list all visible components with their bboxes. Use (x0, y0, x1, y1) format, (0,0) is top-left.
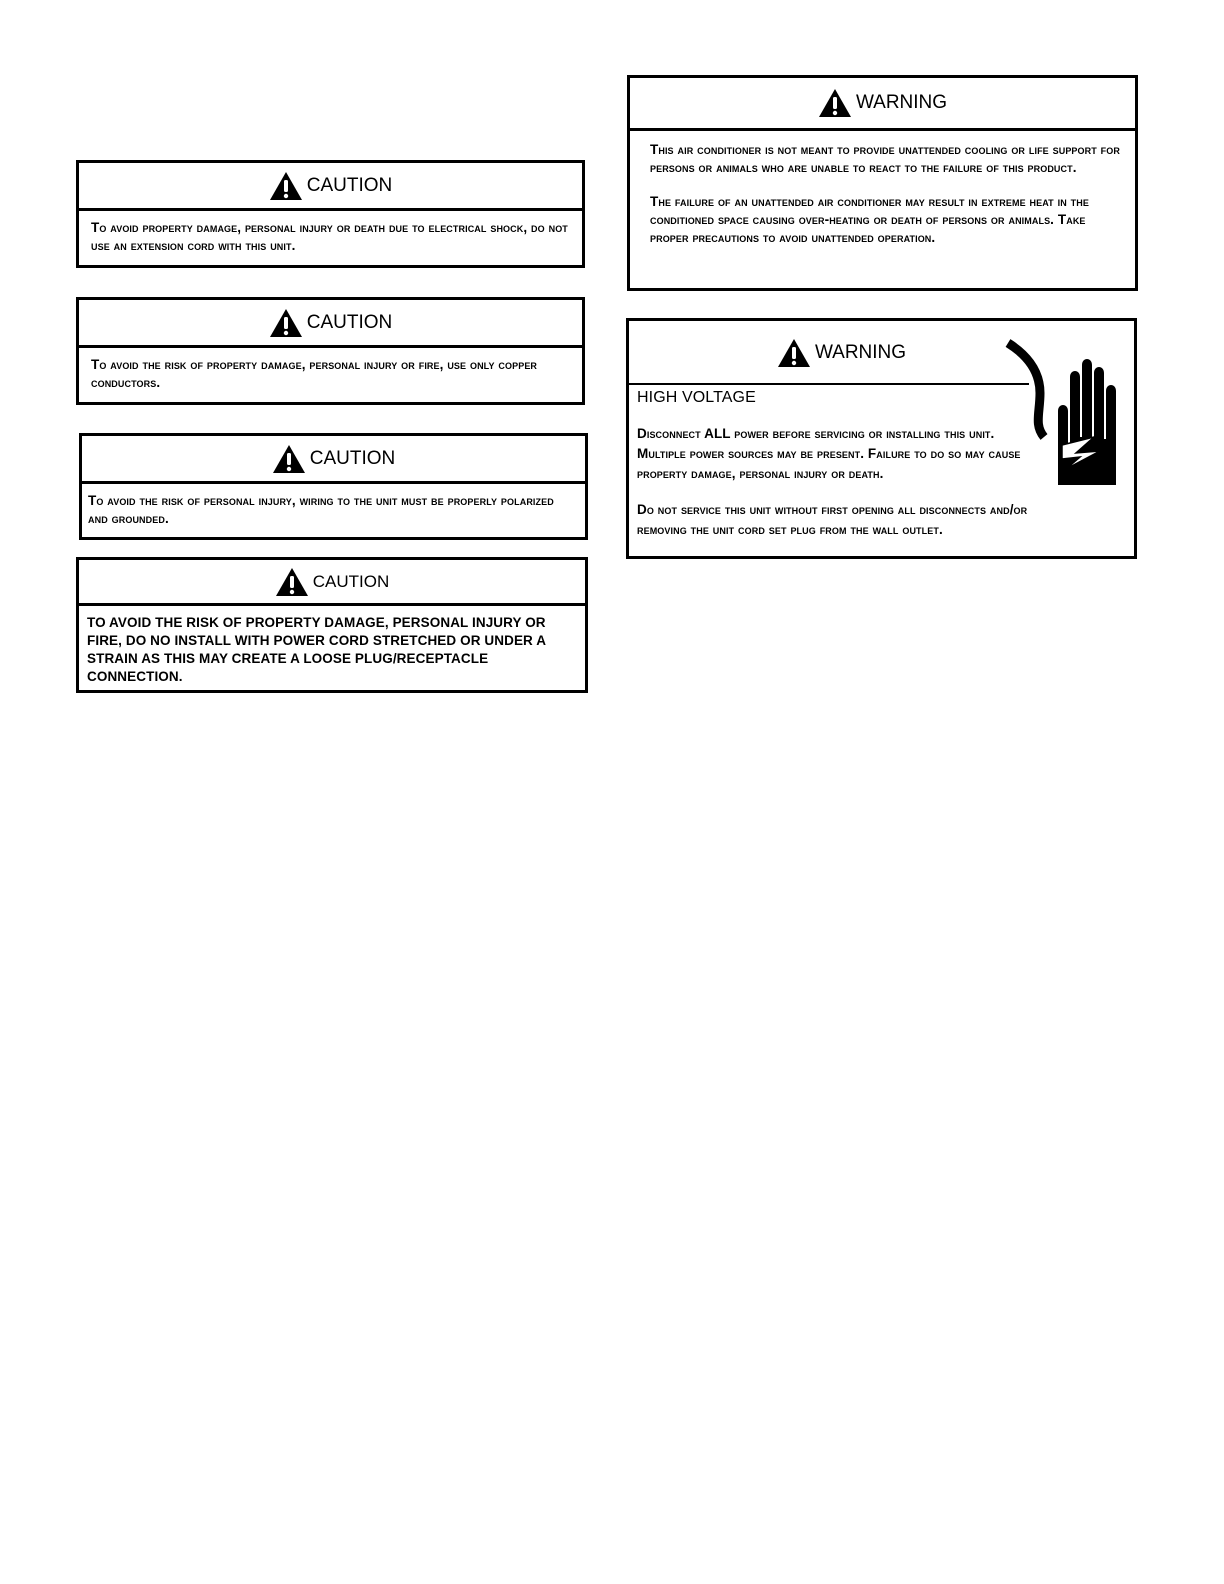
warning-box-unattended (627, 75, 1138, 291)
warning-title: WARNING (855, 92, 948, 113)
caution-text: TO AVOID THE RISK OF PROPERTY DAMAGE, PERSONAL INJURY OR FIRE, DO NO INSTALL WITH POWER CORD STRETCHED OR UNDER A STRAIN AS THIS MAY CREATE A LOOSE PLUG/RECEPTACLE CONNECTION. (87, 615, 546, 684)
caution-box-1 (76, 160, 585, 268)
caution-text: To avoid the risk of property damage, personal injury or fire, use only copper conductors. (91, 357, 538, 390)
caution-text: To avoid the risk of personal injury, wiring to the unit must be properly polarized and grounded. (88, 493, 554, 526)
warning-title: WARNING (814, 342, 907, 363)
warning-box-high-voltage (626, 318, 1137, 559)
warning-triangle-icon (272, 444, 306, 474)
warning-triangle-icon (269, 171, 303, 201)
caution-header (79, 560, 585, 606)
warning-subtitle: HIGH VOLTAGE (637, 389, 756, 406)
warning-paragraph: Disconnect ALL power before servicing or installing this unit. Multiple power sources may be present. Failure to do so may cause property damage, personal injury or death. (637, 426, 1021, 481)
caution-box-2 (76, 297, 585, 405)
warning-triangle-icon (777, 338, 811, 368)
caution-title: CAUTION (306, 311, 393, 333)
caution-title: CAUTION (306, 174, 393, 196)
warning-text (630, 131, 1135, 247)
warning-triangle-icon (818, 88, 852, 118)
caution-header (79, 300, 582, 348)
warning-text (629, 385, 1134, 540)
caution-text: To avoid property damage, personal injury or death due to electrical shock, do not use an extension cord with this unit. (91, 220, 568, 253)
warning-header (630, 78, 1135, 131)
caution-box-3 (79, 433, 588, 540)
warning-triangle-icon (269, 308, 303, 338)
warning-paragraph: The failure of an unattended air conditioner may result in extreme heat in the conditioned space causing over-heating or death of persons or animals. Take proper precautions to avoid unattended operation. (650, 194, 1089, 245)
caution-title: CAUTION (312, 571, 390, 591)
caution-header (79, 163, 582, 211)
warning-paragraph: This air conditioner is not meant to provide unattended cooling or life support for persons or animals who are unable to react to the failure of this product. (650, 142, 1120, 175)
caution-box-4 (76, 557, 588, 693)
caution-title: CAUTION (309, 447, 396, 469)
warning-triangle-icon (275, 567, 309, 597)
caution-header (82, 436, 585, 484)
warning-paragraph: Do not service this unit without first opening all disconnects and/or removing the unit cord set plug from the wall outlet. (637, 502, 1028, 537)
